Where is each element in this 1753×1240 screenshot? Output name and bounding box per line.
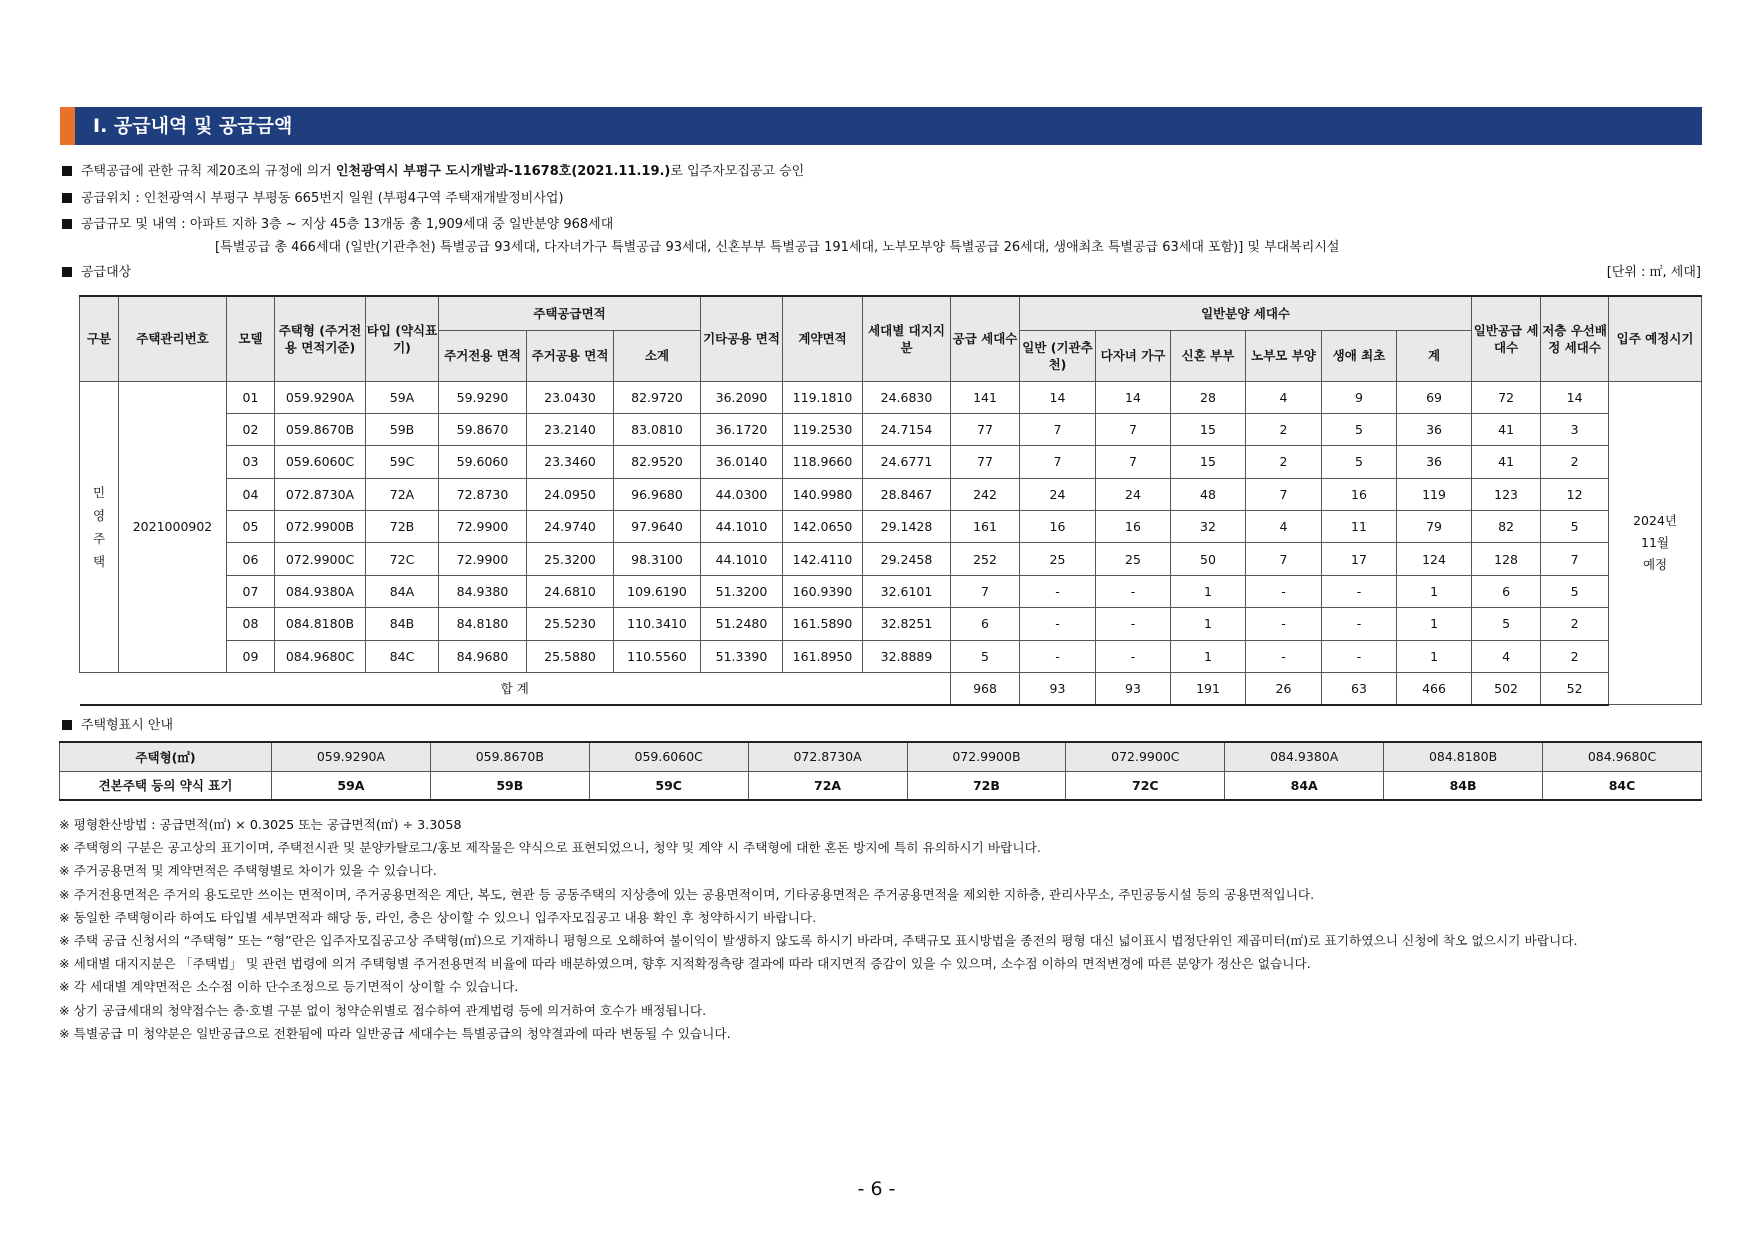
cell-low: 2 [1541,640,1609,672]
cell-low: 12 [1541,478,1609,510]
special-supply-note: [특별공급 총 466세대 (일반(기관추천) 특별공급 93세대, 다자녀가구 특별공급 93세대, 신혼부부 특별공급 191세대, 노부모부양 특별공급 26세대, 생애최초 특별공급 63세대 포함)] 및 부대복리시설 [215,240,1340,255]
cell-elder: 7 [1246,478,1322,510]
header-general-supply: 일반공급 세대수 [1472,296,1541,381]
notation-row2-header: 견본주택 등의 약식 표기 [60,771,272,800]
cell-land: 29.1428 [863,511,951,543]
cell-multi: 7 [1096,446,1171,478]
cell-low: 2 [1541,608,1609,640]
bullet-approval-pre: 주택공급에 관한 규칙 제20조의 규정에 의거 [81,164,336,179]
bullet-square-icon [62,720,72,730]
bullet-square-icon [62,267,72,277]
mgmt-no-cell: 2021000902 [119,381,227,673]
notation-abbr: 72A [748,771,907,800]
cell-multi: - [1096,608,1171,640]
cell-common: 25.5880 [527,640,614,672]
cell-land: 28.8467 [863,478,951,510]
header-move-in: 입주 예정시기 [1609,296,1702,381]
cell-subtotal: 82.9720 [614,381,701,413]
cell-multi: 16 [1096,511,1171,543]
total-supply: 968 [951,673,1020,705]
cell-sum: 79 [1397,511,1472,543]
cell-exclusive: 72.9900 [439,543,527,575]
cell-housing-type: 072.9900B [275,511,366,543]
cell-subtotal: 110.3410 [614,608,701,640]
cell-inst: 14 [1020,381,1096,413]
total-low: 52 [1541,673,1609,705]
cell-newly: 1 [1171,575,1246,607]
cell-subtotal: 97.9640 [614,511,701,543]
cell-low: 5 [1541,511,1609,543]
cell-type: 72A [366,478,439,510]
bullet-approval-post: 로 입주자모집공고 승인 [670,164,805,179]
notation-table [59,741,1702,801]
cell-model: 04 [227,478,275,510]
cell-sum: 124 [1397,543,1472,575]
notation-abbr: 59B [430,771,589,800]
cell-first: 11 [1322,511,1397,543]
header-category: 구분 [80,296,119,381]
supply-target-text: 공급대상 [81,265,132,280]
cell-land: 24.6771 [863,446,951,478]
cell-model: 06 [227,543,275,575]
header-low-floor: 저층 우선배정 세대수 [1541,296,1609,381]
cell-sum: 36 [1397,413,1472,445]
header-general-inst: 일반 (기관추천) [1020,330,1096,381]
page-number: - 6 - [857,1178,896,1200]
cell-exclusive: 59.9290 [439,381,527,413]
cell-subtotal: 96.9680 [614,478,701,510]
cell-supply: 6 [951,608,1020,640]
cell-supply: 161 [951,511,1020,543]
cell-exclusive: 84.8180 [439,608,527,640]
notation-type: 072.9900C [1066,742,1225,771]
cell-other: 44.1010 [701,543,783,575]
cell-elder: 4 [1246,511,1322,543]
header-contract-area: 계약면적 [783,296,863,381]
cell-elder: - [1246,575,1322,607]
header-mgmt-no: 주택관리번호 [119,296,227,381]
note-item: ※ 주거전용면적은 주거의 용도로만 쓰이는 면적이며, 주거공용면적은 계단, 복도, 현관 등 공동주택의 지상층에 있는 공용면적이며, 기타공용면적은 주거공용면적을 제외한 지하층, 관리사무소, 주민공동시설 등의 공용면적입니다. [59,886,1315,902]
cell-subtotal: 110.5560 [614,640,701,672]
header-first-time: 생애 최초 [1322,330,1397,381]
cell-common: 25.5230 [527,608,614,640]
cell-land: 29.2458 [863,543,951,575]
cell-first: - [1322,608,1397,640]
cell-type: 59A [366,381,439,413]
cell-other: 36.2090 [701,381,783,413]
cell-other: 44.0300 [701,478,783,510]
table-row [80,575,1702,607]
note-item: ※ 특별공급 미 청약분은 일반공급으로 전환됨에 따라 일반공급 세대수는 특별공급의 청약결과에 따라 변동될 수 있습니다. [59,1025,731,1041]
note-item: ※ 주택형의 구분은 공고상의 표기이며, 주택전시관 및 분양카탈로그/홍보 제작물은 약식으로 표현되었으니, 청약 및 계약 시 주택형에 대한 혼돈 방지에 특히 유의하시기 바랍니다. [59,840,1041,856]
note-item: ※ 세대별 대지지분은 「주택법」 및 관련 법령에 의거 주택형별 주거전용면적 비율에 따라 배분하였으며, 향후 지적확정측량 결과에 따라 대지면적 증감이 있을 수 있으며, 소수점 이하의 면적변경에 따른 분양가 정산은 없습니다. [59,956,1311,972]
cell-common: 23.2140 [527,413,614,445]
cell-multi: - [1096,640,1171,672]
cell-contract: 118.9660 [783,446,863,478]
table-row [80,640,1702,672]
cell-housing-type: 084.8180B [275,608,366,640]
move-in-cell [1609,381,1702,705]
cell-exclusive: 59.8670 [439,413,527,445]
cell-other: 51.3200 [701,575,783,607]
note-item: ※ 동일한 주택형이라 하여도 타입별 세부면적과 해당 동, 라인, 층은 상이할 수 있으니 입주자모집공고 내용 확인 후 청약하시기 바랍니다. [59,909,817,925]
cell-exclusive: 72.9900 [439,511,527,543]
cell-land: 32.6101 [863,575,951,607]
table-row [80,413,1702,445]
header-exclusive-area: 주거전용 면적 [439,330,527,381]
cell-housing-type: 084.9680C [275,640,366,672]
table-row [80,478,1702,510]
header-subtotal: 소계 [614,330,701,381]
cell-inst: 16 [1020,511,1096,543]
table-row [80,446,1702,478]
category-char: 영 [92,507,106,523]
notation-abbr: 84A [1225,771,1384,800]
cell-newly: 1 [1171,640,1246,672]
bullet-location [62,191,564,207]
cell-general: 41 [1472,446,1541,478]
cell-general: 6 [1472,575,1541,607]
cell-elder: 4 [1246,381,1322,413]
header-other-common: 기타공용 면적 [701,296,783,381]
cell-supply: 77 [951,446,1020,478]
cell-elder: 7 [1246,543,1322,575]
move-in-line: 예정 [1642,556,1668,572]
cell-inst: 24 [1020,478,1096,510]
cell-multi: 7 [1096,413,1171,445]
bullet-scale [62,217,613,233]
bullet-approval-bold: 인천광역시 부평구 도시개발과-11678호(2021.11.19.) [335,164,671,179]
table-row [80,543,1702,575]
cell-inst: - [1020,575,1096,607]
cell-newly: 32 [1171,511,1246,543]
cell-supply: 252 [951,543,1020,575]
cell-contract: 160.9390 [783,575,863,607]
cell-contract: 161.5890 [783,608,863,640]
bullet-square-icon [62,166,72,176]
cell-newly: 48 [1171,478,1246,510]
notation-type: 059.8670B [430,742,589,771]
notation-label [62,718,173,734]
supply-target-label [62,265,131,281]
cell-elder: 2 [1246,446,1322,478]
notation-abbr: 72C [1066,771,1225,800]
cell-sum: 1 [1397,640,1472,672]
cell-supply: 5 [951,640,1020,672]
cell-elder: - [1246,608,1322,640]
cell-common: 23.0430 [527,381,614,413]
total-first: 63 [1322,673,1397,705]
header-general-group: 일반분양 세대수 [1020,296,1472,330]
cell-type: 84A [366,575,439,607]
unit-note: [단위 : ㎡, 세대] [1606,265,1701,280]
cell-model: 07 [227,575,275,607]
cell-contract: 142.0650 [783,511,863,543]
notation-type: 084.8180B [1384,742,1543,771]
cell-elder: 2 [1246,413,1322,445]
bullet-approval [62,164,804,180]
cell-multi: 25 [1096,543,1171,575]
category-char: 민 [92,484,106,500]
cell-supply: 77 [951,413,1020,445]
cell-sum: 1 [1397,608,1472,640]
cell-first: - [1322,640,1397,672]
cell-type: 72B [366,511,439,543]
total-label: 합 계 [80,673,951,705]
cell-other: 51.2480 [701,608,783,640]
header-type: 타입 (약식표기) [366,296,439,381]
cell-inst: - [1020,640,1096,672]
note-item: ※ 주거공용면적 및 계약면적은 주택형별로 차이가 있을 수 있습니다. [59,863,437,879]
cell-type: 72C [366,543,439,575]
supply-table [79,295,1702,706]
cell-sum: 119 [1397,478,1472,510]
category-char: 주 [92,530,106,546]
cell-housing-type: 072.9900C [275,543,366,575]
cell-first: 16 [1322,478,1397,510]
section-header-accent [60,107,75,145]
cell-general: 82 [1472,511,1541,543]
notation-type: 084.9680C [1543,742,1702,771]
move-in-line: 11월 [1641,534,1670,550]
cell-housing-type: 059.8670B [275,413,366,445]
bullet-location-text: 공급위치 : 인천광역시 부평구 부평동 665번지 일원 (부평4구역 주택재개발정비사업) [81,191,564,206]
table-row [80,381,1702,413]
cell-type: 84B [366,608,439,640]
cell-newly: 15 [1171,413,1246,445]
notation-abbr: 59C [589,771,748,800]
cell-exclusive: 72.8730 [439,478,527,510]
cell-subtotal: 98.3100 [614,543,701,575]
cell-other: 36.0140 [701,446,783,478]
notation-type: 059.9290A [272,742,431,771]
cell-sum: 36 [1397,446,1472,478]
cell-low: 5 [1541,575,1609,607]
cell-low: 2 [1541,446,1609,478]
total-sum: 466 [1397,673,1472,705]
notes-list [59,813,1709,1045]
cell-supply: 242 [951,478,1020,510]
cell-low: 14 [1541,381,1609,413]
cell-land: 24.6830 [863,381,951,413]
cell-subtotal: 109.6190 [614,575,701,607]
cell-housing-type: 059.6060C [275,446,366,478]
notation-abbr: 84B [1384,771,1543,800]
cell-general: 5 [1472,608,1541,640]
cell-housing-type: 084.9380A [275,575,366,607]
header-housing-type: 주택형 (주거전용 면적기준) [275,296,366,381]
note-item: ※ 평형환산방법 : 공급면적(㎡) × 0.3025 또는 공급면적(㎡) ÷ 3.3058 [59,817,462,832]
cell-common: 25.3200 [527,543,614,575]
cell-exclusive: 59.6060 [439,446,527,478]
notation-abbr: 84C [1543,771,1702,800]
cell-model: 09 [227,640,275,672]
header-sum: 계 [1397,330,1472,381]
cell-multi: - [1096,575,1171,607]
total-inst: 93 [1020,673,1096,705]
cell-low: 3 [1541,413,1609,445]
cell-elder: - [1246,640,1322,672]
cell-model: 08 [227,608,275,640]
cell-common: 23.3460 [527,446,614,478]
section-header [60,107,1702,145]
header-land-share: 세대별 대지지분 [863,296,951,381]
notation-type: 084.9380A [1225,742,1384,771]
cell-type: 84C [366,640,439,672]
cell-housing-type: 072.8730A [275,478,366,510]
cell-model: 01 [227,381,275,413]
cell-model: 03 [227,446,275,478]
cell-low: 7 [1541,543,1609,575]
cell-land: 32.8251 [863,608,951,640]
cell-contract: 161.8950 [783,640,863,672]
section-title: I. 공급내역 및 공급금액 [93,115,293,137]
total-general: 502 [1472,673,1541,705]
note-item: ※ 주택 공급 신청서의 “주택형” 또는 “형”란은 입주자모집공고상 주택형(㎡)으로 기재하니 평형으로 오해하여 불이익이 발생하지 않도록 하시기 바라며, 주택규모 표시방법을 종전의 평형 대신 넓이표시 법정단위인 제곱미터(㎡)로 표기하였으니 신청에 착오 없으시기 바랍니다. [59,933,1578,949]
cell-sum: 1 [1397,575,1472,607]
cell-model: 05 [227,511,275,543]
notation-type: 072.9900B [907,742,1066,771]
bullet-scale-text: 공급규모 및 내역 : 아파트 지하 3층 ~ 지상 45층 13개동 총 1,909세대 중 일반분양 968세대 [81,217,614,232]
cell-land: 24.7154 [863,413,951,445]
cell-other: 36.1720 [701,413,783,445]
cell-first: 9 [1322,381,1397,413]
cell-general: 128 [1472,543,1541,575]
cell-newly: 28 [1171,381,1246,413]
cell-multi: 24 [1096,478,1171,510]
cell-newly: 15 [1171,446,1246,478]
cell-contract: 119.2530 [783,413,863,445]
cell-sum: 69 [1397,381,1472,413]
cell-inst: - [1020,608,1096,640]
cell-multi: 14 [1096,381,1171,413]
total-multi: 93 [1096,673,1171,705]
cell-general: 123 [1472,478,1541,510]
cell-contract: 142.4110 [783,543,863,575]
cell-inst: 7 [1020,446,1096,478]
cell-general: 4 [1472,640,1541,672]
cell-first: - [1322,575,1397,607]
table-row [80,608,1702,640]
notation-row1-header: 주택형(㎡) [60,742,272,771]
note-item: ※ 상기 공급세대의 청약접수는 층·호별 구분 없이 청약순위별로 접수하여 관계법령 등에 의거하여 호수가 배정됩니다. [59,1002,707,1018]
cell-land: 32.8889 [863,640,951,672]
header-elderly: 노부모 부양 [1246,330,1322,381]
header-common-area: 주거공용 면적 [527,330,614,381]
notation-type: 059.6060C [589,742,748,771]
header-model: 모델 [227,296,275,381]
cell-common: 24.9740 [527,511,614,543]
cell-type: 59B [366,413,439,445]
cell-type: 59C [366,446,439,478]
cell-first: 17 [1322,543,1397,575]
bullet-square-icon [62,193,72,203]
cell-supply: 141 [951,381,1020,413]
cell-inst: 25 [1020,543,1096,575]
cell-subtotal: 82.9520 [614,446,701,478]
cell-common: 24.0950 [527,478,614,510]
notation-abbr: 72B [907,771,1066,800]
cell-other: 44.1010 [701,511,783,543]
table-row [80,511,1702,543]
category-cell [80,381,119,673]
cell-housing-type: 059.9290A [275,381,366,413]
cell-subtotal: 83.0810 [614,413,701,445]
note-item: ※ 각 세대별 계약면적은 소수점 이하 단수조정으로 등기면적이 상이할 수 있습니다. [59,979,519,995]
cell-other: 51.3390 [701,640,783,672]
cell-general: 72 [1472,381,1541,413]
category-char: 택 [92,553,106,569]
notation-label-text: 주택형표시 안내 [81,718,174,733]
cell-contract: 119.1810 [783,381,863,413]
total-newly: 191 [1171,673,1246,705]
total-row [80,673,1702,705]
cell-exclusive: 84.9380 [439,575,527,607]
cell-model: 02 [227,413,275,445]
cell-general: 41 [1472,413,1541,445]
cell-common: 24.6810 [527,575,614,607]
cell-exclusive: 84.9680 [439,640,527,672]
notation-abbr: 59A [272,771,431,800]
cell-newly: 50 [1171,543,1246,575]
header-supply-area: 주택공급면적 [439,296,701,330]
cell-contract: 140.9980 [783,478,863,510]
total-elder: 26 [1246,673,1322,705]
move-in-line: 2024년 [1633,512,1677,528]
bullet-square-icon [62,219,72,229]
header-newlywed: 신혼 부부 [1171,330,1246,381]
cell-first: 5 [1322,413,1397,445]
cell-inst: 7 [1020,413,1096,445]
cell-first: 5 [1322,446,1397,478]
header-supply-units: 공급 세대수 [951,296,1020,381]
cell-newly: 1 [1171,608,1246,640]
cell-supply: 7 [951,575,1020,607]
notation-type: 072.8730A [748,742,907,771]
header-multi-child: 다자녀 가구 [1096,330,1171,381]
